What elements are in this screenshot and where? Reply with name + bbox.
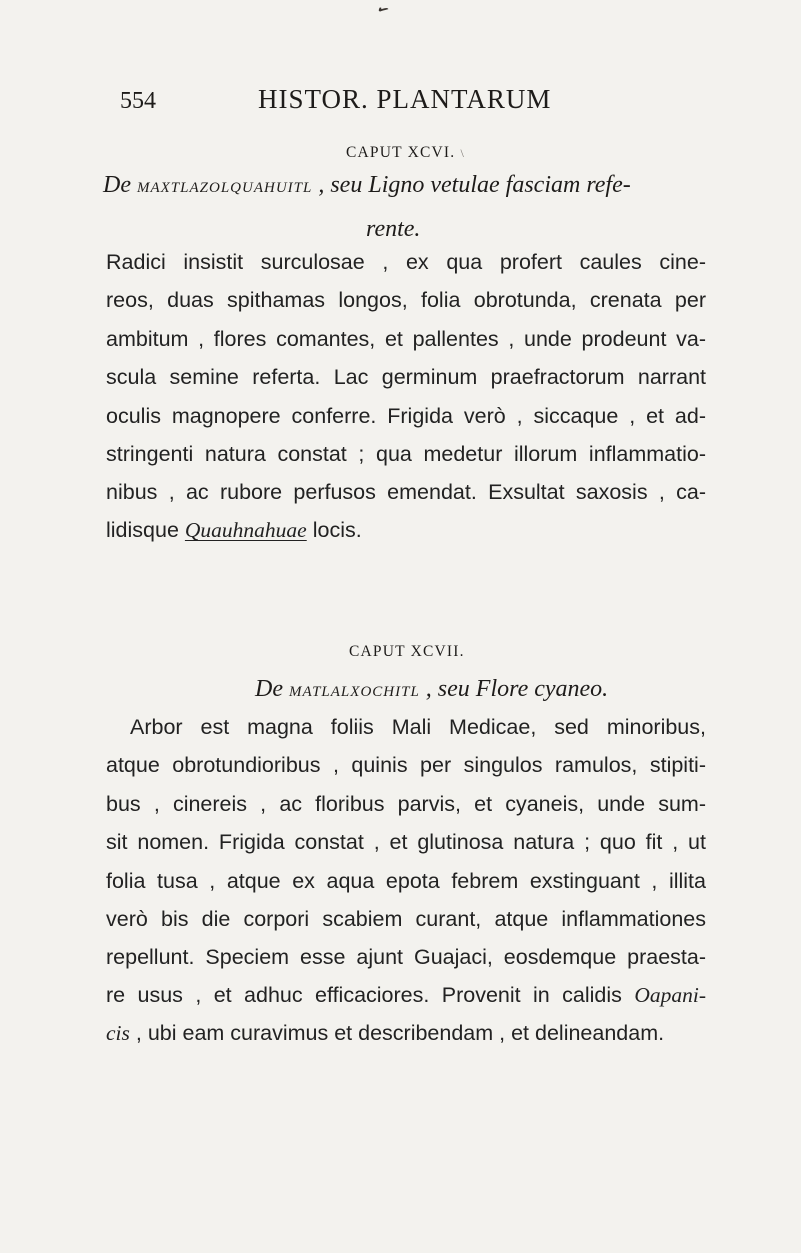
running-head: HISTOR. PLANTARUM [258, 84, 552, 114]
text-line-last [106, 518, 362, 543]
text-line: atque obrotundioribus , quinis per singulos ramulos, stipiti- [106, 753, 706, 777]
text-line: ambitum , flores comantes, et pallentes , unde prodeunt va- [106, 327, 706, 351]
title-mid: , seu [425, 676, 470, 702]
text-fragment: locis. [312, 518, 362, 542]
title-rest: Flore cyaneo. [475, 676, 609, 702]
chapter-title-continuation: rente. [366, 216, 421, 242]
title-prefix: De [255, 676, 283, 702]
text-line-last [106, 1021, 664, 1046]
title-mid: , seu [318, 172, 363, 198]
text-line: scula semine referta. Lac germinum praefractorum narrant [106, 365, 706, 389]
text-line: Arbor est magna foliis Mali Medicae, sed minoribus, [130, 715, 706, 739]
text-line: nibus , ac rubore perfusos emendat. Exsultat saxosis , ca- [106, 480, 706, 504]
text-line: sit nomen. Frigida constat , et glutinosa natura ; quo fit , ut [106, 830, 706, 854]
chapter-heading-mark: \ [460, 146, 465, 160]
text-line: reos, duas spithamas longos, folia obrotunda, crenata per [106, 288, 706, 312]
chapter-heading-xcvi [346, 144, 465, 162]
chapter-heading-text: CAPUT XCVII. [349, 643, 465, 660]
text-fragment: lidisque [106, 518, 179, 542]
place-name: Quauhnahuae [184, 518, 307, 542]
plant-name: MATLALXOCHITL [288, 684, 420, 700]
chapter-title-xcvi [103, 172, 631, 199]
text-line: oculis magnopere conferre. Frigida verò , siccaque , et ad- [106, 404, 706, 428]
text-fragment: re usus , et adhuc efficaciores. Provenit in calidis [106, 983, 622, 1007]
chapter-title-xcvii [255, 676, 608, 703]
chapter-heading-text: CAPUT XCVI. [346, 144, 456, 161]
text-fragment: , ubi eam curavimus et describendam , et delineandam. [135, 1021, 665, 1045]
text-line: folia tusa , atque ex aqua epota febrem exstinguant , illita [106, 869, 706, 893]
text-line: bus , cinereis , ac floribus parvis, et cyaneis, unde sum- [106, 792, 706, 816]
page-number: 554 [120, 88, 156, 114]
text-line: Radici insistit surculosae , ex qua profert caules cine- [106, 250, 706, 274]
place-name: cis [106, 1021, 130, 1045]
corner-mark: ✔ [373, 1, 392, 20]
text-line: stringenti natura constat ; qua medetur illorum inflammatio- [106, 442, 706, 466]
title-rest: Ligno vetulae fasciam refe- [368, 172, 631, 198]
plant-name: MAXTLAZOLQUAHUITL [136, 180, 313, 196]
chapter-heading-xcvii [349, 643, 465, 661]
title-prefix: De [103, 172, 131, 198]
text-line [106, 983, 706, 1008]
text-line: verò bis die corpori scabiem curant, atque inflammationes [106, 907, 706, 931]
place-name: Oapani- [634, 983, 706, 1007]
text-line: repellunt. Speciem esse ajunt Guajaci, eosdemque praesta- [106, 945, 706, 969]
